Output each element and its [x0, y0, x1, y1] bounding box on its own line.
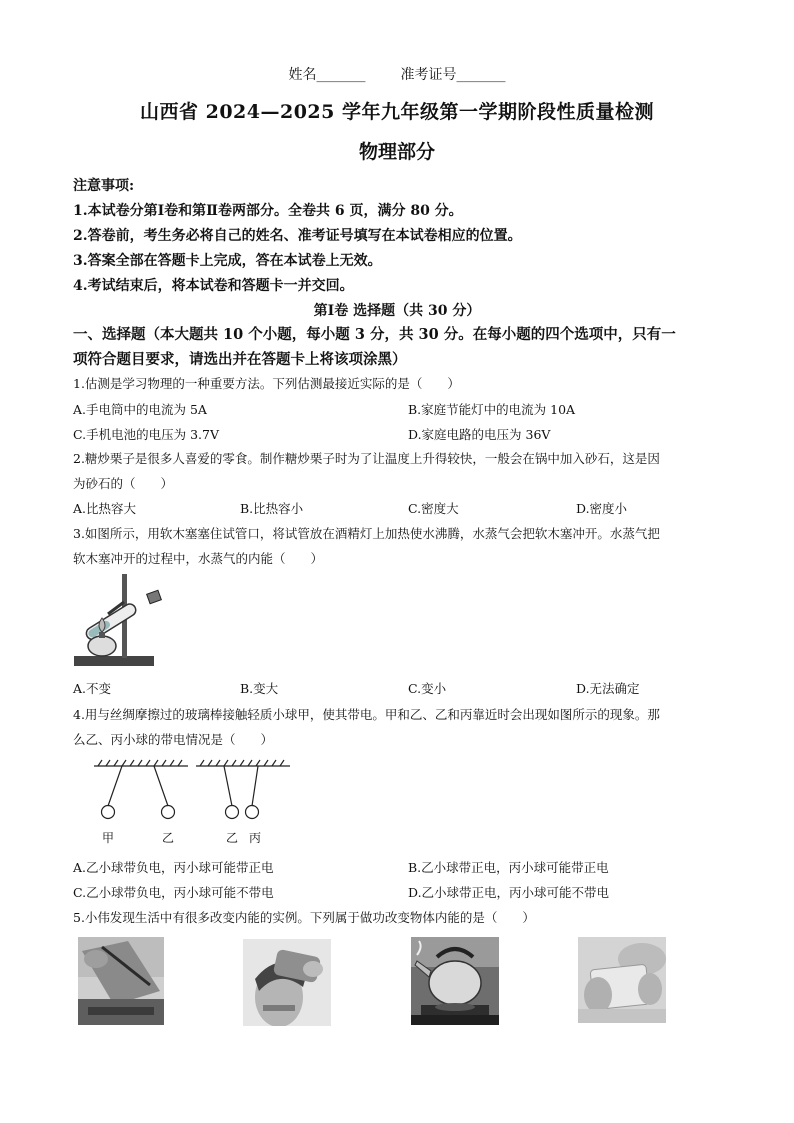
question-5-stem: 5.小伟发现生活中有很多改变内能的实例。下列属于做功改变物体内能的是（ ） — [73, 910, 535, 925]
option-b: B.家庭节能灯中的电流为 10A — [408, 402, 576, 417]
ball-label-yi: 乙 — [226, 831, 239, 845]
option-c: C.乙小球带负电，丙小球可能不带电 — [73, 885, 274, 900]
option-d: D.无法确定 — [576, 681, 640, 696]
ball-label-yi: 乙 — [162, 831, 175, 845]
option-c: C.手机电池的电压为 3.7V — [73, 427, 219, 442]
notice-heading: 注意事项: — [73, 178, 135, 194]
option-b: B.变大 — [240, 681, 279, 696]
option-d: D.密度小 — [576, 501, 628, 516]
exam-id-field: 准考证号_______ — [400, 67, 506, 83]
option-c: C.密度大 — [408, 501, 459, 516]
question-4-stem: 4.用与丝绸摩擦过的玻璃棒接触轻质小球甲，使其带电。甲和乙、乙和丙靠近时会出现如图所示的现象。那 — [73, 707, 660, 722]
option-a: A.手电筒中的电流为 5A — [73, 402, 207, 417]
question-3-stem: 软木塞冲开的过程中，水蒸气的内能（ ） — [73, 551, 324, 566]
section-title: 第Ⅰ卷 选择题（共 30 分） — [313, 303, 481, 319]
exam-subtitle: 物理部分 — [358, 141, 435, 163]
kettle-stove-photo — [411, 937, 499, 1025]
question-1-stem: 1.估测是学习物理的一种重要方法。下列估测最接近实际的是（ ） — [73, 376, 460, 391]
option-b: B.比热容小 — [240, 501, 304, 516]
option-d: D.乙小球带正电，丙小球可能不带电 — [408, 885, 610, 900]
name-field: 姓名_______ — [288, 67, 366, 83]
notice-item: 4.考试结束后，将本试卷和答题卡一并交回。 — [73, 278, 354, 294]
part-instructions: 项符合题目要求，请选出并在答题卡上将该项涂黑） — [73, 351, 407, 368]
question-2-stem: 为砂石的（ ） — [73, 476, 174, 491]
question-3-stem: 3.如图所示，用软木塞塞住试管口，将试管放在酒精灯上加热使水沸腾，水蒸气会把软木塞冲开。水蒸气把 — [73, 526, 660, 541]
exam-title: 山西省 2024—2025 学年九年级第一学期阶段性质量检测 — [140, 101, 654, 123]
ball-label-jia: 甲 — [102, 831, 115, 845]
notice-item: 3.答案全部在答题卡上完成，答在本试卷上无效。 — [73, 253, 382, 269]
hanging-balls-figure — [92, 758, 292, 828]
option-a: A.比热容大 — [73, 501, 137, 516]
ice-pack-head-photo — [243, 939, 331, 1026]
notice-item: 1.本试卷分第Ⅰ卷和第Ⅱ卷两部分。全卷共 6 页，满分 80 分。 — [73, 203, 463, 219]
question-4-stem: 么乙、丙小球的带电情况是（ ） — [73, 732, 274, 747]
option-b: B.乙小球带正电，丙小球可能带正电 — [408, 860, 609, 875]
notice-item: 2.答卷前，考生务必将自己的姓名、准考证号填写在本试卷相应的位置。 — [73, 228, 522, 244]
option-c: C.变小 — [408, 681, 447, 696]
ball-label-bing: 丙 — [249, 831, 262, 845]
option-a: A.不变 — [73, 681, 112, 696]
option-d: D.家庭电路的电压为 36V — [408, 427, 551, 442]
sawing-wood-photo — [78, 937, 164, 1025]
test-tube-figure — [72, 572, 168, 670]
part-instructions: 一、选择题（本大题共 10 个小题，每小题 3 分，共 30 分。在每小题的四个选项中，只有一 — [73, 326, 676, 343]
candidate-info — [0, 64, 794, 84]
hand-warmer-photo — [578, 937, 666, 1023]
question-2-stem: 2.糖炒栗子是很多人喜爱的零食。制作糖炒栗子时为了让温度上升得较快，一般会在锅中加入砂石，这是因 — [73, 451, 660, 466]
option-a: A.乙小球带负电，丙小球可能带正电 — [73, 860, 274, 875]
